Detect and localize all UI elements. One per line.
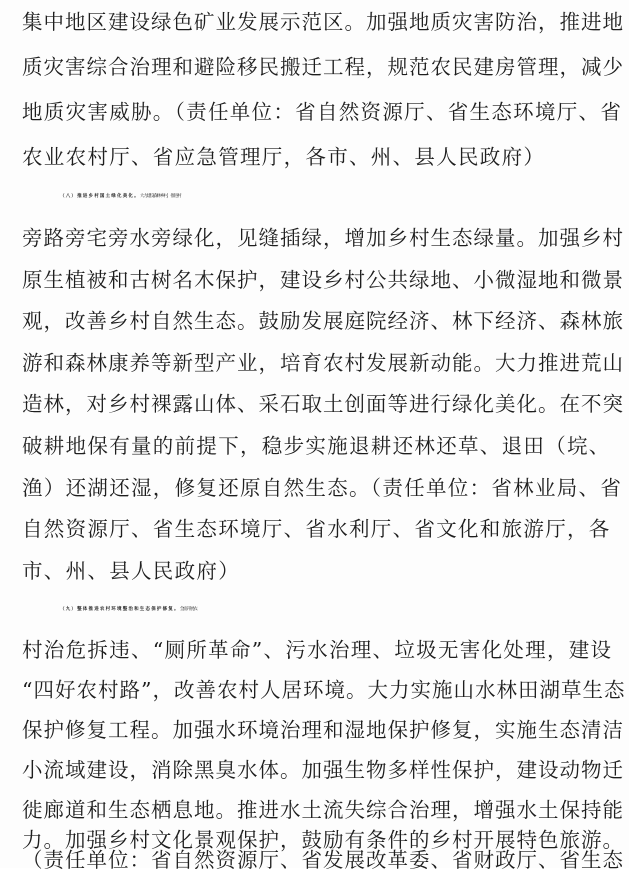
- text-line: 原生植被和古树名木保护，建设乡村公共绿地、小微湿地和微景: [22, 268, 624, 292]
- section-8-first-rest: 大力建设森林乡村，推进村: [139, 194, 181, 199]
- section-9-first-line: [60, 598, 629, 622]
- text-line: 市、州、县人民政府）: [22, 559, 240, 583]
- text-line: （责任单位：省自然资源厅、省发展改革委、省财政厅、省生态: [22, 848, 624, 872]
- text-line: 造林，对乡村裸露山体、采石取土创面等进行绿化美化。在不突: [22, 392, 624, 416]
- text-line: 观，改善乡村自然生态。鼓励发展庭院经济、林下经济、森林旅: [22, 309, 624, 333]
- section-9-first-rest: 全面开展农: [179, 607, 197, 612]
- text-line: 游和森林康养等新型产业，培育农村发展新动能。大力推进荒山: [22, 351, 624, 375]
- section-8-first-line: [60, 185, 629, 209]
- text-line: 自然资源厅、省生态环境厅、省水利厅、省文化和旅游厅，各: [22, 517, 611, 541]
- text-line: 农业农村厅、省应急管理厅，各市、州、县人民政府）: [22, 145, 546, 169]
- text-line: 力。加强乡村文化景观保护，鼓励有条件的乡村开展特色旅游。: [22, 828, 624, 852]
- text-line: 旁路旁宅旁水旁绿化，见缝插绿，增加乡村生态绿量。加强乡村: [22, 226, 624, 250]
- text-line: 村治危拆违、“厕所革命”、污水治理、垃圾无害化处理，建设: [22, 638, 613, 662]
- text-line: 徙廊道和生态栖息地。推进水土流失综合治理，增强水土保持能: [22, 798, 624, 822]
- text-line: 集中地区建设绿色矿业发展示范区。加强地质灾害防治，推进地: [22, 10, 624, 34]
- text-line: “四好农村路”，改善农村人居环境。大力实施山水林田湖草生态: [22, 678, 626, 702]
- text-line: 保护修复工程。加强水环境治理和湿地保护修复，实施生态清洁: [22, 718, 624, 742]
- text-line: 小流域建设，消除黑臭水体。加强生物多样性保护，建设动物迁: [22, 758, 624, 782]
- section-9-heading: （九）整体推进农村环境整治和生态保护修复。: [60, 607, 180, 612]
- text-line: 质灾害综合治理和避险移民搬迁工程，规范农民建房管理，减少: [22, 55, 624, 79]
- section-8-heading: （八）推进乡村国土绿化美化。: [60, 194, 140, 199]
- text-line: 渔）还湖还湿，修复还原自然生态。（责任单位：省林业局、省: [22, 476, 623, 500]
- text-line: 破耕地保有量的前提下，稳步实施退耕还林还草、退田（垸、: [22, 434, 611, 458]
- text-line: 地质灾害威胁。（责任单位：省自然资源厅、省生态环境厅、省: [22, 100, 623, 124]
